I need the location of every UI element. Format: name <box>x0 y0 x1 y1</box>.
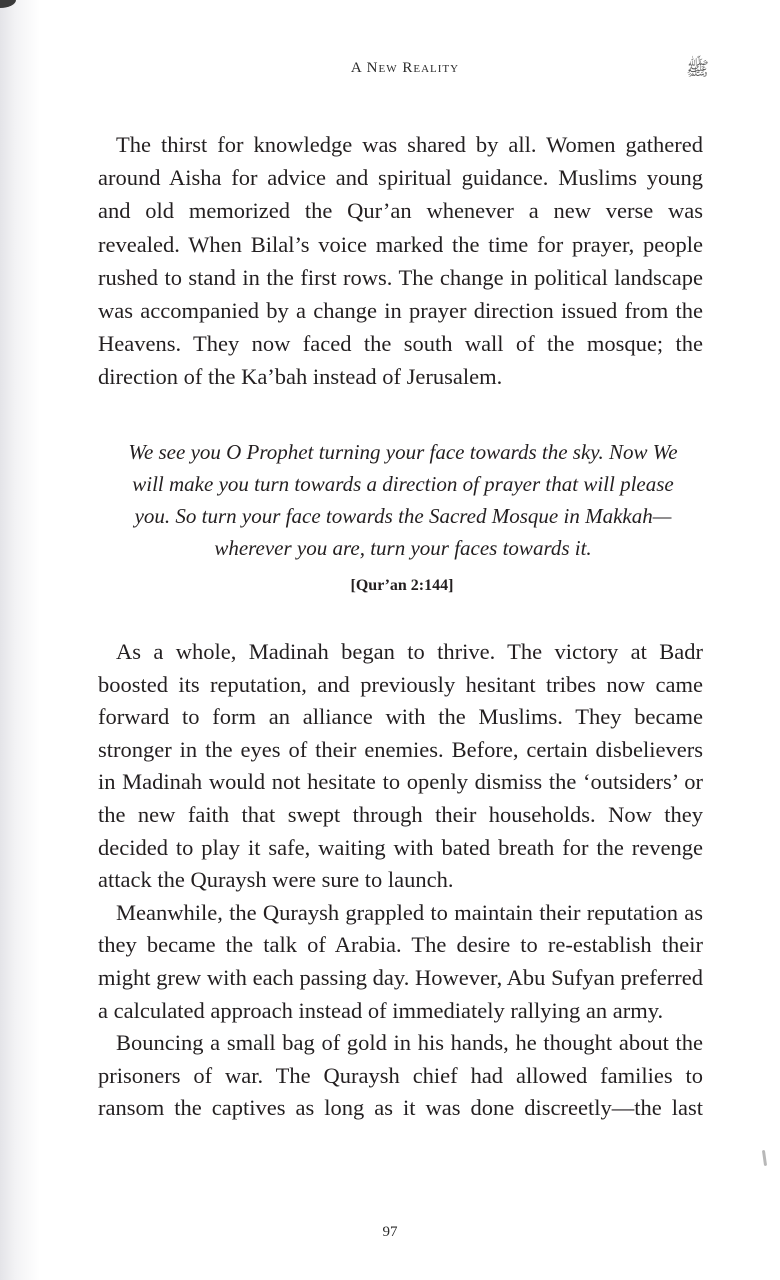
paragraph: Meanwhile, the Quraysh grappled to maintain their reputation as they became the talk of Arabia. The desire to re-establish their might grew with each passing day. However, Abu Sufyan preferred a calculated approach instead of immediately rallying an army. <box>98 899 703 1023</box>
running-header <box>0 60 780 77</box>
page-number: 97 <box>382 1224 398 1240</box>
body-text-bottom <box>98 636 703 1125</box>
quote-citation: [Qur’an 2:144] <box>350 577 454 594</box>
paragraph: Bouncing a small bag of gold in his hands, he thought about the prisoners of war. The Quraysh chief had allowed families to ransom the captives as long as it was done discreetly—the last <box>98 1030 703 1121</box>
quran-quote: We see you O Prophet turning your face towards the sky. Now We will make you turn towards a direction of prayer that will please you. So turn your face towards the Sacred Mosque in Makkah—wherever you are, turn your faces towards it. <box>128 440 678 560</box>
paragraph: The thirst for knowledge was shared by all. Women gathered around Aisha for advice and spiritual guidance. Muslims young and old memorized the Qur’an whenever a new verse was revealed. When Bilal’s voice marked the time for prayer, people rushed to stand in the first rows. The change in political landscape was accompanied by a change in prayer direction issued from the Heavens. They now faced the south wall of the mosque; the direction of the Ka’bah instead of Jerusalem. <box>98 132 703 390</box>
chapter-title: A New Reality <box>350 60 460 76</box>
honorific-icon: ﷺ <box>686 59 709 80</box>
paragraph: As a whole, Madinah began to thrive. The victory at Badr boosted its reputation, and previously hesitant tribes now came forward to form an alliance with the Muslims. They became stronger in the eyes of their enemies. Before, certain disbelievers in Madinah would not hesitate to openly dismiss the ‘outsiders’ or the new faith that swept through their households. Now they decided to play it safe, waiting with bated breath for the revenge attack the Quraysh were sure to launch. <box>98 639 703 893</box>
body-text-top <box>98 128 703 394</box>
margin-pencil-mark <box>762 1150 767 1166</box>
page-edge-shadow <box>0 0 40 1280</box>
